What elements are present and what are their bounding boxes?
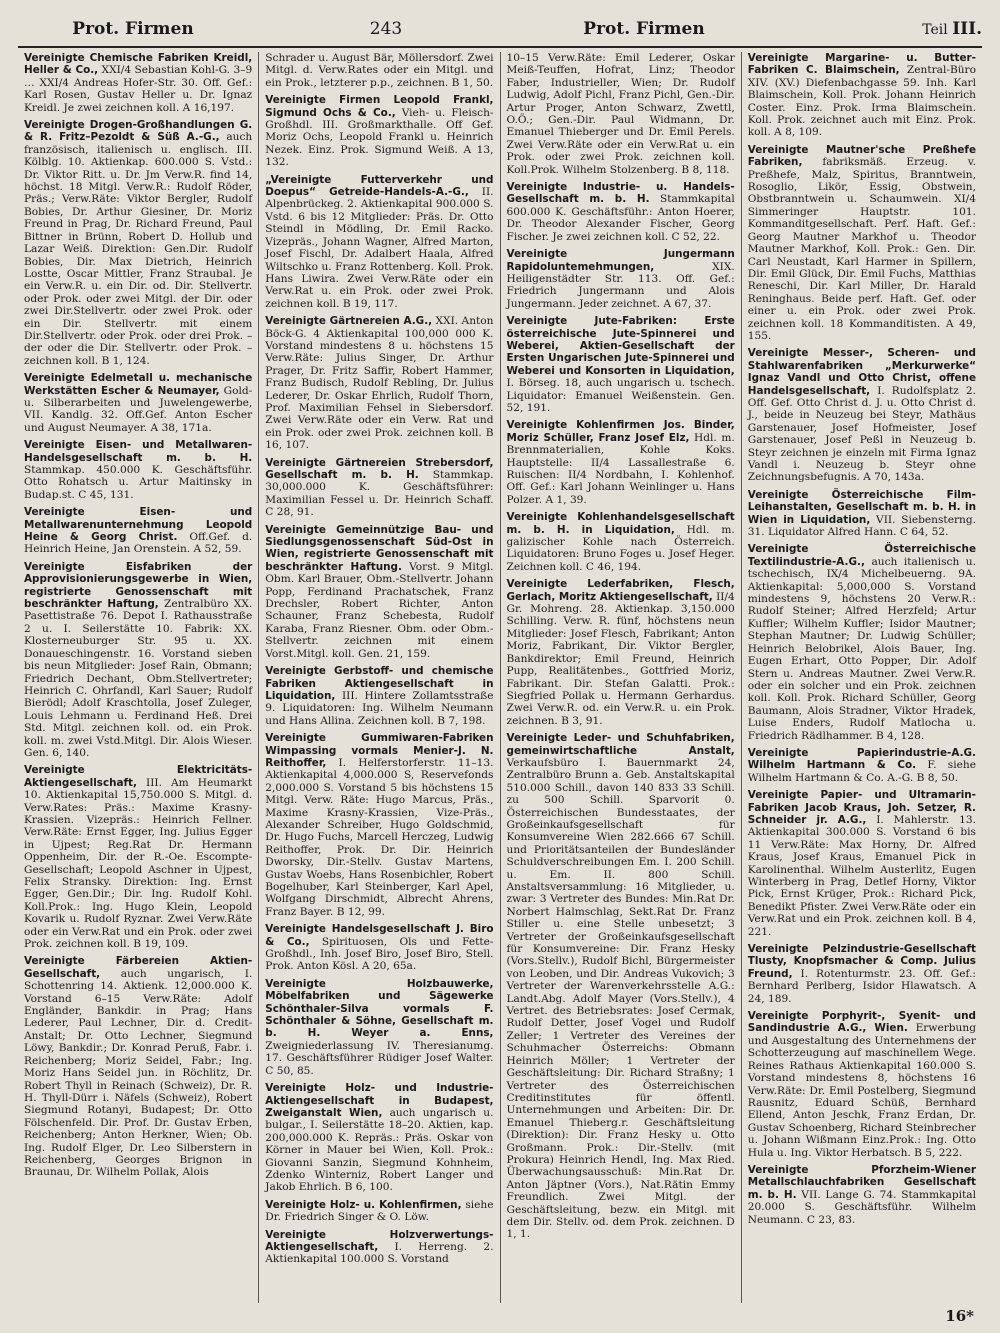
entry-details: II. Alpenbrückeg. 2. Aktienkapital 900.000 S. Vstd. 6 bis 12 Mitglieder: Präs. Dr. Otto Steindl in Mödling, Dr. Emil Racko. Vizepräs., Johann Wagner, Alfred Marton, Josef Fischl, Dr. Adalbert Haala, Alfred Wiltschko u. Franz Rottenberg. Koll. Prok. Hans Liwira. Zwei Verw.Räte oder ein Verw.Rat u. ein Prok. oder zwei Prok. zeichnen koll. B 19, 117. xyxy=(265,186,494,310)
directory-entry xyxy=(265,923,493,973)
directory-entry xyxy=(507,511,735,573)
entry-details: III. Am Heumarkt 10. Aktienkapital 15,750.000 S. Mitgl. d. Verw.Rates: Präs.: Maxime Krasny-Krassien. Vizepräs.: Heinrich Fellner. Verw.Räte: Ernst Egger, Ing. Julius Egger in Ujpest; Reg.Rat Dr. Hermann Oppenheim, Dir. der R.-Oe. Escompte-Gesellschaft; Leopold Aschner in Ujpest, Felix Stransky. Direktion: Ing. Ernst Egger, Gen.Dir.; Dir. Ing. Rudolf Kohl. Koll.Prok.: Ing. Hugo Klein, Leopold Kovarik u. Rudolf Ryznar. Zwei Verw.Räte oder ein Verw.Rat und ein Prok. oder zwei Prok. zeichnen koll. B 19, 109. xyxy=(24,776,253,951)
directory-entry xyxy=(265,665,493,727)
page-number: 243 xyxy=(369,19,403,39)
entry-details: auch ungarisch, I. Schottenring 14. Aktienk. 12,000.000 K. Vorstand 6–15 Verw.Räte: Adolf Engländer, Bankdir. in Prag; Hans Lederer, Paul Lechner, Dir. d. Credit-Anstalt; Dr. Otto Lechner, Siegmund Löwy, Bankdir.; Dr. Konrad Peruß, Fabr. i. Reichenberg; Moriz Seidel, Fabr.; Ing. Moriz Hans Seidel jun. in Röchlitz, Dr. Robert Thyll in Reinach (Schweiz), Dr. R. H. Thyll-Dürr i. Näfels (Schweiz), Robert Siegmund Rotanyi, Budapest; Dr. Otto Fölschenfeld. Dir. Prof. Dr. Gustav Erben, Reichenberg; Anton Herkner, Wien; Ob. Ing. Rudolf Elger, Dr. Leo Silberstern in Reichenberg, Georges Brignon in Braunau, Dr. Wilhelm Pollak, Alois xyxy=(24,967,253,1179)
firm-name: Vereinigte Papier- und Ultramarin-Fabriken Jacob Kraus, Joh. Setzer, R. Schneider jr. A.G., xyxy=(747,789,976,826)
firm-name: Vereinigte Holzverwertungs-Aktiengesellschaft, xyxy=(265,1228,494,1253)
directory-entry xyxy=(507,578,735,727)
firm-name: Vereinigte Gemeinnützige Bau- und Siedlungsgenossenschaft Süd-Ost in Wien, registrierte Genossenschaft mit beschränkter Haftung. xyxy=(265,523,494,573)
entry-details: F. siehe Wilhelm Hartmann & Co. A.-G. B 8, 50. xyxy=(747,759,976,784)
part-number: III. xyxy=(952,19,982,39)
firm-name: Vereinigte Mautner'sche Preßhefe Fabriken, xyxy=(747,143,976,169)
firm-name: Vereinigte Färbereien Aktien-Gesellschaft, xyxy=(24,955,253,980)
firm-name: Vereinigte Holz- und Industrie-Aktiengesellschaft in Budapest, Zweiganstalt Wien, xyxy=(265,1082,494,1119)
entry-details: Gold- u. Silberarbeiten und Juwelengewerbe, VII. Kandlg. 32. Off.Gef. Anton Escher und August Neumayer. A 38, 171a. xyxy=(24,384,253,434)
entry-details: I. Helferstorferstr. 11–13. Aktienkapital 4,000.000 S, Reservefonds 2,000.000 S. Vorstand 5 bis höchstens 15 Mitgl. Verw. Räte: Hugo Marcus, Präs., Maxime Krasny-Krassien, Vize-Präs., Alexander Schreiber, Hugo Goldschmid, Dr. Hugo Fuchs, Marcell Herczeg, Ludwig Reithoffer, Prok. Dr. Dir. Heinrich Dworsky, Dir.-Stellv. Gustav Martens, Gustav Woebs, Hans Rosenbichler, Robert Bogelhuber, Karl Steinberger, Karl Apel, Wolfgang Dirschmidt, Albrecht Ahrens, Franz Bayer. B 12, 99. xyxy=(265,756,494,918)
firm-name: Vereinigte Papierindustrie-A.G. Wilhelm Hartmann & Co. xyxy=(747,746,976,772)
entry-details: III. Hintere Zollamtsstraße 9. Liquidatoren: Ing. Wilhelm Neumann und Hans Allina. Zeichnen koll. B 7, 198. xyxy=(265,689,494,727)
header-rule xyxy=(18,46,982,48)
firm-name: Vereinigte Pelzindustrie-Gesellschaft Tlusty, Knopfsmacher & Comp. Julius Freund, xyxy=(747,943,976,980)
entry-details: Hdl. m. galizischer Kohle nach Österreich. Liquidatoren: Bruno Foges u. Josef Heger. Zeichnen koll. C 46, 194. xyxy=(506,523,735,573)
entry-details: Erwerbung und Ausgestaltung des Unternehmens der Schotterzeugung auf maschinellem Wege. Reines Rathaus Aktienkapital 160.000 S. Vorstand mindestens 8, höchstens 16 Verw.Räte: Dr. Emil Postelberg, Siegmund Rausnitz, Eduard Schüß, Bernhard Ellend, Anton Jeschk, Franz Erdan, Dr. Gustav Schoenberg, Richard Steinbrecher u. Johann Wißmann Einz.Prok.: Ing. Otto Hula u. Ing. Viktor Herbatsch. B 5, 222. xyxy=(747,1022,976,1159)
directory-entry xyxy=(748,1010,976,1159)
entry-details: Zentral-Büro XIV. (XV.) Diefenbachgasse 59. Inh. Karl Blaimschein, Koll. Prok. Johann Heinrich Coster. Einz. Prok. Irma Blaimschein. Koll. Prok. zeichnet auch mit Einz. Prok. koll. A 8, 109. xyxy=(747,64,976,139)
firm-name: Vereinigte Holz- u. Kohlenfirmen, xyxy=(265,1198,462,1211)
directory-entry xyxy=(265,315,493,451)
entry-details: Spirituosen, Ols und Fette-Großhdl., Inh. Josef Biro, Josef Biro, Stell. Prok. Anton Kösl. A 20, 65a. xyxy=(265,935,494,973)
firm-name: Vereinigte Porphyrit-, Syenit- und Sandindustrie A.G., Wien. xyxy=(747,1010,976,1035)
firm-name: Vereinigte Jungermann Rapidoluntemehmungen, xyxy=(506,248,735,273)
firm-name: Vereinigte Gummiwaren-Fabriken Wimpassing vormals Menier-J. N. Reithoffer, xyxy=(265,732,494,769)
directory-entry xyxy=(265,1199,493,1224)
entry-details: auch französisch, italienisch u. englisch. III. Kölblg. 10. Aktienkap. 600.000 S. Vstd.: Dr. Viktor Ritt. u. Dr. Jm Verw.R. find 14, höchst. 18 Mitgl. Verw.R.: Rudolf Röder, Präs.; Verw.Räte: Viktor Bergler, Rudolf Bobies, Dr. Arthur Giesiner, Dr. Moriz Freund in Prag, Dr. Richard Freund, Paul Bittner in Brünn, Robert D. Hollub und Lazar Weiß. Direktion: Gen.Dir. Rudolf Bobies, Dir. Max Dietrich, Heinrich Lostte, Oscar Mittler, Franz Straubal. Je ein Verw.R. u. ein Dir. od. Dir. Stellvertr. oder Prok. oder zwei Mitgl. der Dir. oder zwei Dir.Stellvertr. oder zwei Prok. oder ein Dir. Stellvertr. mit einem Dir.Stellvertr. oder Prok. oder drei Prok. – der oder die Dir. Stellvertr. oder Prok. – zeichnen koll. B 1, 124. xyxy=(24,131,253,367)
firm-name: Vereinigte Eisen- und Metallwarenunternehmung Leopold Heine & Georg Christ. xyxy=(24,506,253,544)
directory-entry xyxy=(265,978,493,1077)
directory-entry xyxy=(265,94,493,168)
directory-entry xyxy=(507,248,735,310)
directory-entry xyxy=(24,955,252,1178)
directory-entry xyxy=(748,1164,976,1226)
entry-details: Stammkap. 450.000 K. Geschäftsführ. Otto Rohatsch u. Artur Maitinsky in Budap.st. C 45, 131. xyxy=(24,464,253,501)
firm-name: Vereinigte Gärtnereien Strebersdorf, Gesellschaft m. b. H. xyxy=(265,456,494,481)
directory-entry xyxy=(265,524,493,660)
entry-details: 10–15 Verw.Räte: Emil Lederer, Oskar Meiß-Teuffen, Hofrat, Linz; Theodor Faber, Industrieller, Wien; Dr. Rudolf Ludwig, Adolf Pichl, Franz Pichl, Gen.-Dir. Artur Proger, Anton Schwarz, Zwettl, O.Ö.; Gen.-Dir. Paul Widmann, Dr. Emanuel Thieberger und Dr. Emil Perels. Zwei Verw.Räte oder ein Verw.Rat u. ein Prok. oder zwei Prok. zeichnen koll. Koll.Prok. Wilhelm Stolzenberg. B 8, 118. xyxy=(506,52,735,176)
running-title-left: Prot. Firmen xyxy=(72,19,194,39)
firm-name: Vereinigte Gerbstoff- und chemische Fabriken Aktiengesellschaft in Liquidation, xyxy=(265,665,494,702)
directory-entry xyxy=(507,181,735,243)
firm-name: Vereinigte Leder- und Schuhfabriken, gemeinwirtschaftliche Anstalt, xyxy=(506,732,735,757)
entry-details: Schrader u. August Bär, Möllersdorf. Zwei Mitgl. d. Verw.Rates oder ein Mitgl. und ein Prok., letzterer p.p., zeichnen. B 1, 50. xyxy=(265,52,494,89)
directory-entry xyxy=(24,439,252,501)
entry-details: I. Herreng. 2. Aktienkapital 100.000 S. Vorstand xyxy=(265,1240,494,1266)
entry-details: Zentralbüro XX. Pasettistraße 76. Depot I. Rathausstraße 2 u. I. Seilerstätte 10. Fabrik: XX. Klosterneuburger Str. 95 u. XX. Donaueschingenstr. 16. Vorstand sieben bis neun Mitglieder: Josef Rain, Obmann; Friedrich Dechant, Obm.Stellvertreter; Heinrich C. Ohrfandl, Karl Sauer; Rudolf Bierödl; Adolf Kraschtolla, Josef Zuleger, Louis Lehmann u. Ferdinand Heß. Drei Std. Mitgl. zeichnen koll. od. ein Prok. koll. m. zwei Vstd.Mitgl. Dir. Alois Wieser. Gen. 6, 140. xyxy=(24,598,253,759)
directory-entry xyxy=(265,52,493,89)
running-title-right: Prot. Firmen xyxy=(583,19,705,39)
directory-entry xyxy=(507,419,735,506)
column-1 xyxy=(18,52,259,1303)
firm-name: Vereinigte Gärtnereien A.G., xyxy=(265,315,433,328)
entry-details: Verkaufsbüro I. Bauernmarkt 24, Zentralbüro Brunn a. Geb. Anstaltskapital 510.000 Schill., davon 140 833 33 Schill. zu 500 Schill. Sparvorit 0. Österreichischen Bundesstaates, der Großeinkaufsgesellschaft für Konsumvereine Wien 282.666 67 Schill. und Prioritätsanteilen der Bundesländer Schuldverschreibungen Em. I. 200 Schill. u. Em. II. 800 Schill. Anstaltsversammlung: 16 Mitglieder, u. zwar: 3 Vertreter des Bundes: Min.Rat Dr. Norbert Halmschlag, Sekt.Rat Dr. Franz Stiller u. eine Stelle unbesetzt; 3 Vertreter der Großeinkaufsgesellschaft für Konsumvereine: Dir. Franz Hesky (Vors.Stellv.), Rudolf Bichl, Bürgermeister von Leoben, und Dir. Andreas Vukovich; 3 Vertreter der Warenverkehrsstelle A.G.: Landt.Abg. Adolf Mayer (Vors.Stellv.), 4 Vertret. des Betriebsrates: Josef Cermak, Rudolf Detter, Josef Vogel und Rudolf Zeller; 1 Vertreter des Vereines der Schuhmacher Österreichs: Obmann Heinrich Möller; 1 Vertreter der Geschäftsleitung: Dir. Richard Straßny; 1 Vertreter des Österreichischen Creditinstitutes für öffentl. Unternehmungen und Arbeiten: Dir. Dr. Emanuel Thieberg.r. Geschäftsleitung (Direktion): Dir. Franz Hesky u. Otto Großmann. Prok.: Dir.-Stellv. (mit Prokura) Heinrich Hendl, Ing. Max Ried. Überwachungsausschuß: Min.Rat Dr. Anton Jäptner (Vors.), Nat.Rätin Emmy Freundlich. Zwei Mitgl. der Geschäftsleitung, bezw. ein Mitgl. mit dem Dir. Stellv. od. dem Prok. zeichnen. D 1, 1. xyxy=(506,756,735,1241)
entry-details: VII. Lange G. 74. Stammkapital 20.000 S. Geschäftsführ. Wilhelm Neumann. C 23, 83. xyxy=(747,1188,976,1226)
entry-details: XXI. Anton Böck-G. 4 Aktienkapital 100,000 000 K. Vorstand mindestens 8 u. höchstens 15 Verw.Räte: Julius Singer, Dr. Arthur Prager, Dr. Fritz Saffir, Robert Hammer, Franz Budisch, Rudolf Rebling, Dr. Julius Lederer, Dr. Oskar Ehrlich, Rudolf Thorn, Prof. Maximilian Fehsel in Siebersdorf. Zwei Verw.Räte oder ein Verw. Rat und ein Prok. oder zwei Prok. zeichnen koll. B 16, 107. xyxy=(265,315,494,452)
directory-entry xyxy=(507,732,735,1241)
entry-details: I. Mahlerstr. 13. Aktienkapital 300.000 S. Vorstand 6 bis 11 Verw.Räte: Max Horny, Dr. Alfred Kraus, Josef Kraus, Emanuel Pick in Karolinenthal. Wilhelm Austerlitz, Eugen Winterberg in Prag, Detlef Horny, Viktor Pick, Ernst Krüger, Prok.: Richard Pick, Benedikt Pfister. Zwei Verw.Räte oder ein Verw.Rat und ein Prok. zeichnen koll. B 4, 221. xyxy=(747,813,976,938)
firm-name: Vereinigte Österreichische Textilindustrie-A.G., xyxy=(747,543,976,568)
directory-entry xyxy=(748,52,976,139)
firm-name: Vereinigte Margarine- u. Butter-Fabriken C. Blaimschein, xyxy=(747,52,976,77)
directory-entry xyxy=(24,561,252,760)
signature-mark: 16* xyxy=(945,1307,974,1325)
directory-entry xyxy=(748,489,976,539)
directory-entry xyxy=(24,372,252,434)
firm-name: Vereinigte Kohlenhandelsgesellschaft m. b. H. in Liquidation, xyxy=(506,511,735,536)
firm-name: Vereinigte Österreichische Film-Leihanstalten, Gesellschaft m. b. H. in Wien in Liquidation, xyxy=(747,488,976,526)
directory-entry xyxy=(24,52,252,114)
column-4 xyxy=(742,52,982,1303)
entry-details: XXI/4 Sebastian Kohl-G. 3–9 … XXI/4 Andreas Hofer-Str. 30. Off. Gef.: Karl Rosen, Gustav Heller u. Dr. Ignaz Kreidl. Je zwei zeichnen koll. A 16,197. xyxy=(24,64,253,114)
part-word: Teil xyxy=(922,22,948,38)
directory-entry xyxy=(24,506,252,556)
firm-name: Vereinigte Eisfabriken der Approvisionierungsgewerbe in Wien, registrierte Genossenschaft mit beschränkter Haftung, xyxy=(24,560,253,611)
directory-entry xyxy=(748,347,976,483)
entry-details: I. Rudolfsplatz 2. Off. Gef. Otto Christ d. J. u. Otto Christ d. J., beide in Neuzeug bei Steyr, Mathäus Garstenauer, Josef Hofmeister, Josef Garstenauer, Josef Peßl in Neuzeug b. Steyr zeichnen je einzeln mit Firma Ignaz Vandl i. Neuzeug b. Steyr ohne Zeichnungsbefugnis. A 70, 143a. xyxy=(747,384,976,484)
directory-entry xyxy=(265,1229,493,1266)
entry-details: Off.Gef. d. Heinrich Heine, Jan Orenstein. A 52, 59. xyxy=(24,531,253,556)
firm-name: Vereinigte Jute-Fabriken: Erste österreichische Jute-Spinnerei und Weberei, Aktien-Gesellschaft der Ersten Ungarischen Jute-Spinnerei und Weberei und Konsorten in Liquidation, xyxy=(506,315,735,377)
page-header xyxy=(18,14,982,44)
entry-details: auch italienisch u. tschechisch, IX/4 Michelbeuerng. 9A. Aktienkapital: 5,000,000 S. Vorstand mindestens 9, höchstens 20 Verw.R.: Rudolf Steiner; Alfred Herzfeld; Artur Kuffler; Wilhelm Kuffler; Isidor Mautner; Stephan Mautner; Dr. Ludwig Schüller; Heinrich Belobrikel, Alois Bauer, Ing. Eugen Erhart, Otto Popper, Dir. Adolf Stern u. Andreas Mautner. Zwei Verw.R. oder ein solcher und ein Prok. zeichnen koll. Koll. Prok. Richard Schüller, Georg Baumann, Alois Stradner, Viktor Hradek, Luise Enders, Rudolf Matlocha u. Friedrich Rädlhammer. B 4, 128. xyxy=(747,555,976,742)
firm-name: Vereinigte Elektricitäts-Aktiengesellschaft, xyxy=(24,764,253,789)
entry-details: Stammkapital 600.000 K. Geschäftsführ.: Anton Hoerer, Dr. Theodor Alexander Fischer, Georg Fischer. Je zwei zeichnen koll. C 52, 22. xyxy=(506,193,735,243)
entry-details: I. Börseg. 18, auch ungarisch u. tschech. Liquidator: Emanuel Weißenstein. Gen. 52, 191. xyxy=(506,377,735,414)
firm-name: Vereinigte Handelsgesellschaft J. Biro & Co., xyxy=(265,923,494,948)
directory-entry xyxy=(748,747,976,784)
entry-details: siehe Dr. Friedrich Singer & O. Löw. xyxy=(265,1198,494,1224)
firm-name: Vereinigte Lederfabriken, Flesch, Gerlach, Moritz Aktiengesellschaft, xyxy=(506,578,735,603)
column-2 xyxy=(259,52,500,1303)
firm-name: Vereinigte Messer-, Scheren- und Stahlwarenfabriken „Merkurwerke“ Ignaz Vandl und Otto Christ, offene Handelsgesellschaft, xyxy=(747,347,976,397)
firm-name: Vereinigte Eisen- und Metallwaren-Handelsgesellschaft m. b. H. xyxy=(24,439,253,464)
directory-entry xyxy=(24,119,252,367)
firm-name: Vereinigte Firmen Leopold Frankl, Sigmund Ochs & Co., xyxy=(265,94,494,119)
directory-entry xyxy=(265,457,493,519)
column-3 xyxy=(501,52,742,1303)
entry-details: Zweigniederlassung IV. Theresianumg. 17. Geschäftsführer Rüdiger Josef Walter. C 50, 85. xyxy=(265,1039,494,1077)
firm-name: Vereinigte Drogen-Großhandlungen G. & R. Fritz–Pezoldt & Süß A.-G., xyxy=(24,119,253,144)
firm-name: Vereinigte Industrie- u. Handels-Gesellschaft m. b. H. xyxy=(506,181,735,206)
entry-details: Vieh- u. Fleisch-Großhdl. III. Großmarkthalle. Off Gef. Moriz Ochs, Leopold Frankl u. Heinrich Nezek. Einz. Prok. Sigmund Weiß. A 13, 132. xyxy=(265,106,494,169)
directory-entry xyxy=(507,52,735,176)
directory-entry xyxy=(748,543,976,742)
entry-details: Vorst. 9 Mitgl. Obm. Karl Brauer, Obm.-Stellvertr. Johann Popp, Ferdinand Prachatschek, Franz Drechsler, Robert Richter, Anton Schauner, Franz Schebesta, Rudolf Karaba, Franz Riesner. Obm. oder Obm.-Stellvertr. zeichnen mit einem Vorst.Mitgl. koll. Gen. 21, 159. xyxy=(265,560,494,660)
firm-name: „Vereinigte Futterverkehr und Doepus“ Getreide-Handels-A.-G., xyxy=(265,173,494,199)
entry-details: Stammkap. 30,000.000 K. Geschäftsführer: Maximilian Fessel u. Dr. Heinrich Schaff. C 28, 91. xyxy=(265,469,494,519)
entry-details: Hdl. m. Brennmaterialien, Kohle Koks. Hauptstelle: II/4 Lassallestraße 6. Ruischen: II/4 Nordbahn, I. Kohlenhof. Off. Gef.: Karl Johann Weinlinger u. Hans Polzer. A 1, 39. xyxy=(506,431,735,506)
part-label xyxy=(782,19,982,39)
directory-entry xyxy=(748,943,976,1005)
directory-entry xyxy=(748,789,976,938)
firm-name: Vereinigte Holzbauwerke, Möbelfabriken und Sägewerke Schönthaler-Silva vormals F. Schönthaler & Söhne, Gesellschaft m. b. H. Weyer a. Enns, xyxy=(265,977,494,1040)
entry-details: fabriksmäß. Erzeug. v. Preßhefe, Malz, Spiritus, Branntwein, Rosoglio, Likör, Essig, Obstwein, Obstbranntwein u. Schaumwein. XI/4 Simmeringer Hauptstr. 101. Kommanditgesellschaft. Perf. Haft. Gef.: Georg Mautner Markhof u. Theodor Mautner Markhof, Koll. Prok.: Gen. Dir. Carl Neustadt, Karl Harmer in Spillern, Dir. Emil Glück, Dir. Emil Fuchs, Matthias Reneschi, Dir. Karl Miller, Dr. Harald Reninghaus. Beide perf. Haft. Gef. oder einer u. ein Prok. oder zwei Prok. zeichnen koll. 18 Kommanditisten. A 49, 155. xyxy=(747,156,976,342)
entry-details: II/4 Gr. Mohreng. 28. Aktienkap. 3,150.000 Schilling. Verw. R. fünf, höchstens neun Mitglieder: Josef Flesch, Fabrikant; Anton Moriz, Fabrikant, Dir. Viktor Bergler, Bankdirektor; Emil Freund, Heinrich Pupp, Realitätenbes., Gottfried Moriz, Fabrikant. Dir. Stefan Galatti. Prok.: Siegfried Pollak u. Hermann Gerhardus. Zwei Verw.R. od. ein Verw.R. u. ein Prok. zeichnen. B 3, 91. xyxy=(506,590,735,727)
directory-entry xyxy=(748,144,976,343)
directory-entry xyxy=(265,1082,493,1194)
directory-entry xyxy=(265,174,493,310)
entry-columns xyxy=(18,52,982,1303)
entry-details: auch ungarisch u. bulgar., I. Seilerstätte 18–20. Aktien, kap. 200,000.000 K. Repräs.: Präs. Oskar von Körner in Mauer bei Wien, Koll. Prok.: Giovanni Sanzin, Siegmund Kohnheim, Zdenko Winterniz, Robert Langer und Jakob Ehrlich. B 6, 100. xyxy=(265,1106,494,1194)
directory-entry xyxy=(507,315,735,414)
firm-name: Vereinigte Chemische Fabriken Kreidl, Heller & Co., xyxy=(24,52,253,77)
entry-details: XIX. Heiligenstädter Str. 113. Off. Gef.: Friedrich Jungermann und Alois Jungermann. Jeder zeichnet. A 67, 37. xyxy=(506,260,735,310)
firm-name: Vereinigte Pforzheim-Wiener Metallschlauchfabriken Gesellschaft m. b. H. xyxy=(747,1163,976,1201)
firm-name: Vereinigte Edelmetall u. mechanische Werkstätten Escher & Neumayer, xyxy=(24,372,253,397)
directory-entry xyxy=(24,764,252,950)
directory-entry xyxy=(265,732,493,918)
firm-name: Vereinigte Kohlenfirmen Jos. Binder, Moriz Schüller, Franz Josef Elz, xyxy=(506,419,735,444)
entry-details: I. Rotenturmstr. 23. Off. Gef.: Bernhard Perlberg, Isidor Hlawatsch. A 24, 189. xyxy=(747,967,977,1005)
entry-details: VII. Siebensterng. 31. Liquidator Alfred Hann. C 64, 52. xyxy=(747,513,976,539)
